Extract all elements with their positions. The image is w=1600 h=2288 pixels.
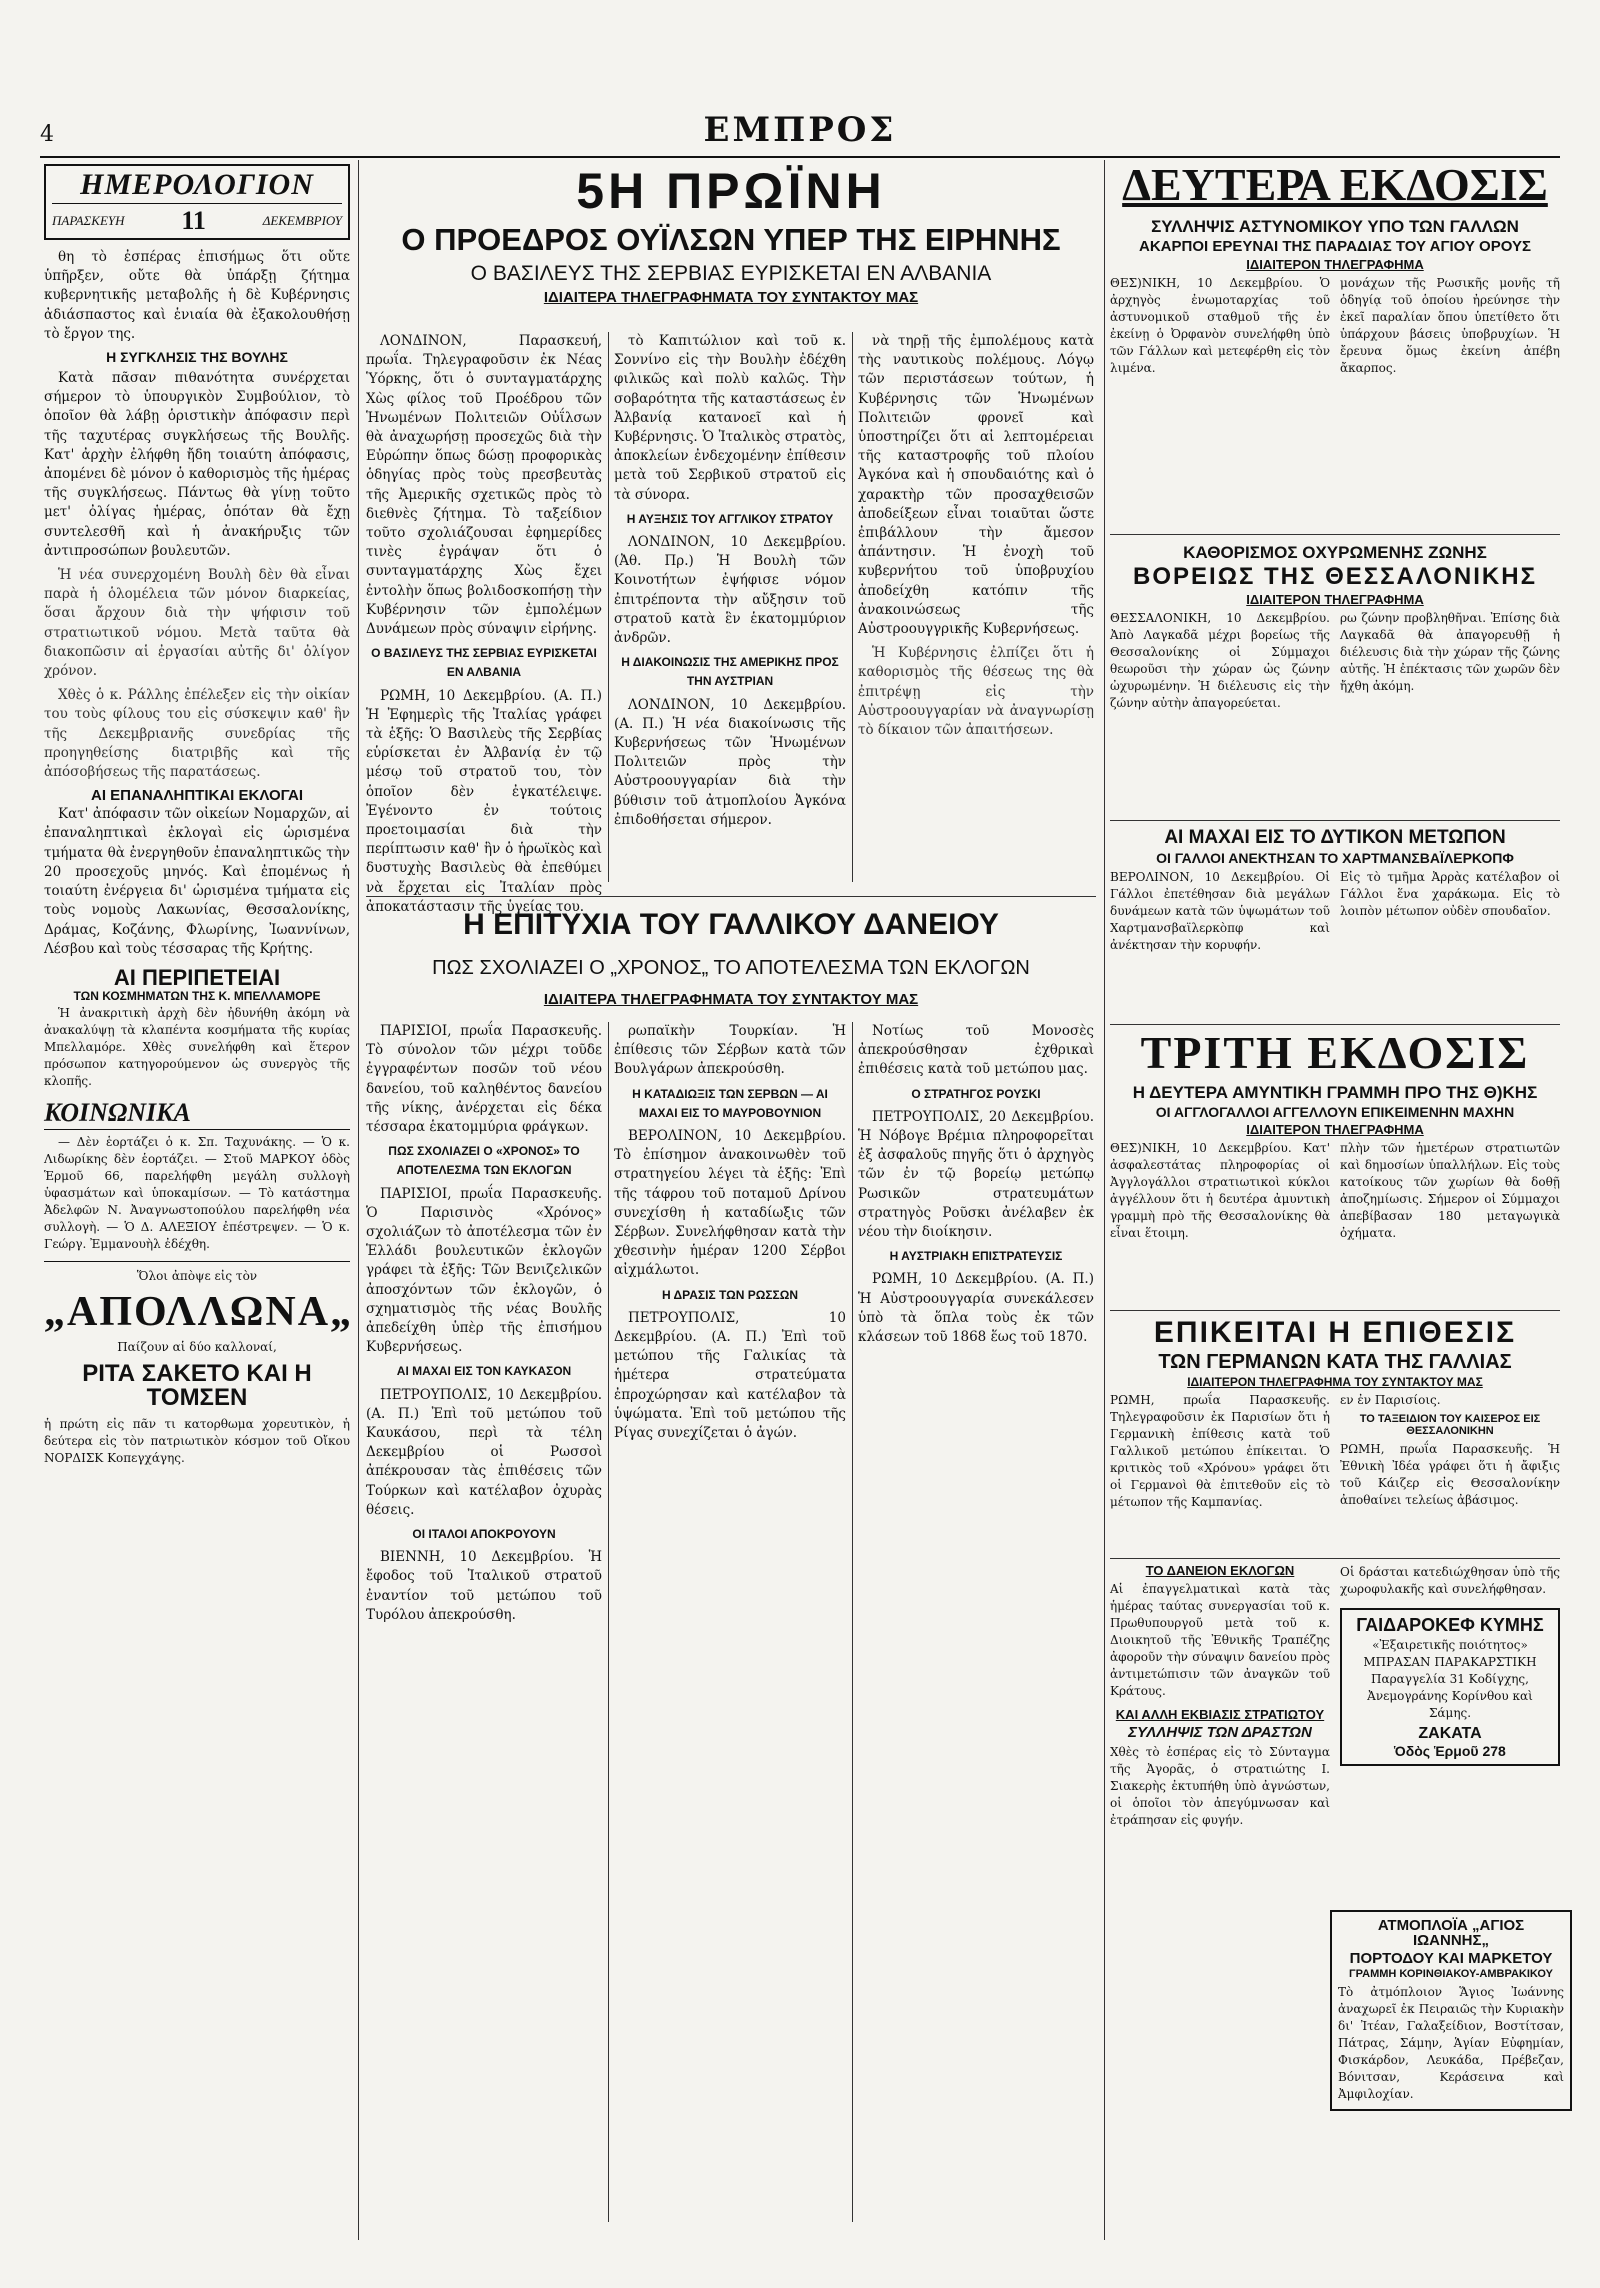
lower-col2b-text: ΒΕΡΟΛΙΝΟΝ, 10 Δεκεμβρίου. Τὸ ἐπίσημον ἀνακοινωθὲν τοῦ στρατηγείου λέγει τὰ ἑξῆς: Ἐπὶ τῆς τάφρου τοῦ ποταμοῦ Δρίνου συνεχίσθη ἡ καταδίωξις τῶν Σέρβων. Συνελήφθησαν κατὰ τὴν χθεσινὴν ἡμέραν 1200 Σέρβοι αἰχμάλωτοι. xyxy=(614,1128,846,1279)
center-col1-sec: Ο ΒΑΣΙΛΕΥΣ ΤΗΣ ΣΕΡΒΙΑΣ ΕΥΡΙΣΚΕΤΑΙ ΕΝ ΑΛΒΑΝΙΑ xyxy=(371,646,597,680)
ad3-text: Τὸ ἀτμόπλοιον Ἅγιος Ἰωάννης ἀναχωρεῖ ἐκ Πειραιῶς τὴν Κυριακὴν δι' Ἰτέαν, Γαλαξείδιον, Βοστίτσαν, Πάτρας, Σάμην, Ἁγίαν Εὐφημίαν, Φισκάρδον, Λευκάδα, Πρέβεζαν, Βόνιτσαν, Κεράσεινα καὶ Ἀμφιλοχίαν. xyxy=(1338,1985,1564,2101)
right-t2b: ρω ζώνην προβληθῆναι. Ἐπίσης διὰ Λαγκαδᾶ θὰ ἀπαγορευθῇ ἡ διέλευσις διὰ τὴν χώραν τῆς ζώνης αὐτῆς. Ἡ ἐπέκτασις τῶν χωρῶν δὲν ἤχθη ἀκόμη. xyxy=(1340,611,1560,693)
social-title: ΚΟΙΝΩΝΙΚΑ xyxy=(44,1100,350,1130)
right-tel-2: ΙΔΙΑΙΤΕΡΟΝ ΤΗΛΕΓΡΑΦΗΜΑ xyxy=(1246,592,1424,607)
right-t5b: εν ἐν Παρισίοις. xyxy=(1340,1393,1441,1407)
right-t7: Χθὲς τὸ ἑσπέρας εἰς τὸ Σύνταγμα τῆς Ἀγορᾶς, ὁ στρατιώτης Ι. Σιακερὴς ἐκτυπήθη ὑπὸ ἀγνώστων, οἱ ὁποῖοι τὸν ἀπεγύμνωσαν καὶ ἐτράπησαν εἰς φυγήν. xyxy=(1110,1745,1330,1827)
center-subhead: Ο ΒΑΣΙΛΕΥΣ ΤΗΣ ΣΕΡΒΙΑΣ ΕΥΡΙΣΚΕΤΑΙ ΕΝ ΑΛΒΑΝΙΑ xyxy=(470,262,992,285)
left-sec3-text: Ἡ ἀνακριτικὴ ἀρχὴ δὲν ἠδυνήθη ἀκόμη νὰ ἀνακαλύψῃ τὰ κλαπέντα κοσμήματα τῆς κυρίας Μπελλαμόρε. Χθὲς συνελήφθη καὶ ἕτερον πρόσωπον κατηγορούμενον ὡς συνεργὸς τῆς κλοπῆς. xyxy=(44,1005,350,1088)
right-h5: ΕΠΙΚΕΙΤΑΙ Η ΕΠΙΘΕΣΙΣ xyxy=(1153,1316,1517,1349)
lower-col2c-text: ΠΕΤΡΟΥΠΟΛΙΣ, 10 Δεκεμβρίου. (Α. Π.) Ἐπὶ τοῦ μετώπου τῆς Γαλικίας τὰ ἡμέτερα στρατεύματα ἐπροχώρησαν καὶ κατέλαβον τὰ ὑψώματα. Ἐπὶ τοῦ μετώπου τῆς Ρίγας συνεχίζεται ὁ ἀγών. xyxy=(614,1309,846,1442)
ad-gaidarokef xyxy=(1340,1608,1560,1766)
lower-col-2 xyxy=(614,1022,846,2222)
ad2-text: «Ἐξαιρετικῆς ποιότητος» ΜΠΡΑΣΑΝ ΠΑΡΑΚΑΡΣΤΙΚΗ Παραγγελία 31 Κοδίγχης, Ἀνεμογράνης Κορίνθου καὶ Σάμης. xyxy=(1363,1638,1537,1720)
theatre-ad-names: ΡΙΤΑ ΣΑΚΕΤΟ ΚΑΙ Η ΤΟΜΣΕΝ xyxy=(82,1359,312,1411)
center-mid-rule xyxy=(366,896,1096,897)
right-block-2-cols xyxy=(1110,610,1560,712)
lower-col1-sec2: ΑΙ ΜΑΧΑΙ ΕΙΣ ΤΟΝ ΚΑΥΚΑΣΟΝ xyxy=(396,1364,572,1379)
right-h3-sub: ΟΙ ΓΑΛΛΟΙ ΑΝΕΚΤΗΣΑΝ ΤΟ ΧΑΡΤΜΑΝΣΒΑΪΛΕΡΚΟΠΦ xyxy=(1156,850,1514,866)
right-tel-5: ΙΔΙΑΙΤΕΡΟΝ ΤΗΛΕΓΡΑΦΗΜΑ ΤΟΥ ΣΥΝΤΑΚΤΟΥ ΜΑΣ xyxy=(1187,1375,1483,1389)
ad3-line: ΓΡΑΜΜΗ ΚΟΡΙΝΘΙΑΚΟΥ-ΑΜΒΡΑΚΙΚΟΥ xyxy=(1349,1968,1553,1980)
center-lower-div-1 xyxy=(608,1022,609,2222)
left-sec3-sub: ΤΩΝ ΚΟΣΜΗΜΑΤΩΝ ΤΗΣ Κ. ΜΠΕΛΛΑΜΟΡΕ xyxy=(73,988,321,1003)
center-col-1 xyxy=(366,332,602,915)
lower-col3b-text: ΠΕΤΡΟΥΠΟΛΙΣ, 20 Δεκεμβρίου. Ἡ Νόβογε Βρέμια πληροφορεῖται ἐξ ἀσφαλοῦς πηγῆς ὅτι ὁ ἀρχηγὸς τῶν ἐν τῷ βορείῳ μετώπῳ Ρωσικῶν στρατευμάτων στρατηγὸς Ροῦσκι ἀνέλαβεν ἐκ νέου τὴν διοίκησιν. xyxy=(858,1108,1094,1241)
center-col2-sec2: Η ΔΙΑΚΟΙΝΩΣΙΣ ΤΗΣ ΑΜΕΡΙΚΗΣ ΠΡΟΣ ΤΗΝ ΑΥΣΤΡΙΑΝ xyxy=(621,655,839,689)
center-upper-columns xyxy=(366,332,1096,915)
center-col2-text: τὸ Καπιτώλιον καὶ τοῦ κ. Σοννίνο εἰς τὴν Βουλὴν ἐδέχθη φιλικῶς καὶ πολὺ καλῶς. Τὴν σοβαρότητα τῆς καταστάσεως ἐν Ἀλβανίᾳ κατανοεῖ καὶ ἡ Κυβέρνησις. Ὁ Ἰταλικὸς στρατὸς, ἀποκλείων ἐνδεχομένην ἐπίθεσιν μετὰ τοῦ Σερβικοῦ στρατοῦ εἰς τὰ σύνορα. xyxy=(614,333,846,503)
right-block-5 xyxy=(1110,1318,1560,1511)
right-h2a: ΚΑΘΟΡΙΣΜΟΣ ΟΧΥΡΩΜΕΝΗΣ ΖΩΝΗΣ xyxy=(1183,543,1487,562)
right-block-1 xyxy=(1110,275,1560,377)
left-sec1-text: Κατὰ πᾶσαν πιθανότητα συνέρχεται σήμερον τὸ ὑπουργικὸν Συμβούλιον, τὸ ὁποῖον θὰ λάβῃ ὁριστικὴν ἀπόφασιν περὶ τῆς ταχυτέρας συγκλήσεως τῆς Βουλῆς. Κατ' ἀρχὴν ἐλήφθη ἤδη τοιαύτη ἀπόφασις, ἀπομένει δὲ μόνον ὁ καθορισμὸς τῆς ἡμέρας τῆς συγκλήσεως. Πάντως θὰ γίνῃ τοῦτο μετ' ὀλίγας ἡμέρας, ὁπόταν θὰ ἔχῃ συντελεσθῆ καὶ ἡ ἀνακήρυξις τῶν ἀντιπροσώπων βουλευτῶν. xyxy=(44,370,350,559)
center-edition: 5Η ΠΡΩΪΝΗ xyxy=(576,163,886,219)
right-block-3-cols xyxy=(1110,869,1560,954)
left-filler-2: Χθὲς ὁ κ. Ράλλης ἐπέλεξεν εἰς τὴν οἰκίαν του τοὺς φίλους του εἰς σύσκεψιν καθ' ἣν τῆς Δεκεμβριανῆς συνεδρίας τῆς προηγηθείσης διατριβῆς καὶ τῆς ἀπόσοβήσεως τῆς παρατάσεως. xyxy=(44,687,350,781)
ad3-title: ΑΤΜΟΠΛΟΪΑ „ΑΓΙΟΣ ΙΩΑΝΝΗΣ„ xyxy=(1377,1917,1525,1949)
lower-subhead: ΠΩΣ ΣΧΟΛΙΑΖΕΙ Ο „ΧΡΟΝΟΣ„ ΤΟ ΑΠΟΤΕΛΕΣΜΑ ΤΩΝ ΕΚΛΟΓΩΝ xyxy=(432,957,1030,979)
left-sec1-title: Η ΣΥΓΚΛΗΣΙΣ ΤΗΣ ΒΟΥΛΗΣ xyxy=(106,349,288,366)
right-h4-sub: ΟΙ ΑΓΓΛΟΓΑΛΛΟΙ ΑΓΓΕΛΛΟΥΝ ΕΠΙΚΕΙΜΕΝΗΝ ΜΑΧΗΝ xyxy=(1155,1104,1515,1120)
right-h3: ΑΙ ΜΑΧΑΙ ΕΙΣ ΤΟ ΔΥΤΙΚΟΝ ΜΕΤΩΠΟΝ xyxy=(1164,827,1506,848)
ad2-addr: Ὁδὸς Ἑρμοῦ 278 xyxy=(1394,1743,1506,1759)
lower-col-3 xyxy=(858,1022,1094,2222)
lower-col3-sec: Ο ΣΤΡΑΤΗΓΟΣ ΡΟΥΣΚΙ xyxy=(911,1086,1041,1101)
right-t3b: Εἰς τὸ τμῆμα Ἀρρὰς κατέλαβον οἱ Γάλλοι ἕνα χαράκωμα. Εἰς τὸ λοιπὸν μέτωπον οὐδὲν σπουδαῖον. xyxy=(1340,870,1560,918)
right-t2a: ΘΕΣΣΑΛΟΝΙΚΗ, 10 Δεκεμβρίου. Ἀπὸ Λαγκαδᾶ μέχρι βορείως τῆς Θεσσαλονίκης οἱ Σύμμαχοι θεωροῦσι τὴν χώραν ὡς ζώνην ὠχυρωμένην. Ἡ διέλευσις εἰς τὴν ζώνην αὐτὴν ἀπαγορεύεται. xyxy=(1110,611,1330,710)
center-col3-filler: Ἡ Κυβέρνησις ἐλπίζει ὅτι ἡ καθορισμὸς τῆς θέσεως της θὰ ἐπιτρέψῃ εἰς τὴν Αὐστροουγγαρίαν νὰ ἀναγνωρίσῃ τὸ δίκαιον τῶν ἀπαιτήσεων. xyxy=(858,645,1094,739)
center-col2c-text: ΛΟΝΔΙΝΟΝ, 10 Δεκεμβρίου. (Α. Π.) Ἡ νέα διακοίνωσις τῆς Κυβερνήσεως τῶν Ἡνωμένων Πολιτειῶν πρὸς τὴν Αὐστροουγγαρίαν διὰ τὴν βύθισιν τοῦ ἀτμοπλοίου Ἀγκόνα ἐπιδοθήσεται σήμερον. xyxy=(614,696,846,828)
left-sec3-body xyxy=(44,1005,350,1090)
right-t5c: ΡΩΜΗ, πρωΐα Παρασκευῆς. Ἡ Ἐθνικὴ Ἰδέα γράφει ὅτι ἡ ἄφιξις τοῦ Κάιζερ εἰς Θεσσαλονίκην ἀποθαίνει τελείως ἀβάσιμος. xyxy=(1340,1442,1560,1507)
lower-telegrams: ΙΔΙΑΙΤΕΡΑ ΤΗΛΕΓΡΑΦΗΜΑΤΑ ΤΟΥ ΣΥΝΤΑΚΤΟΥ ΜΑΣ xyxy=(543,991,919,1008)
lower-col2-text: ρωπαϊκὴν Τουρκίαν. Ἡ ἐπίθεσις τῶν Σέρβων κατὰ τῶν Βουλγάρων ἀπεκρούσθη. xyxy=(614,1023,846,1078)
lower-col1-text: ΠΑΡΙΣΙΟΙ, πρωΐα Παρασκευῆς. Τὸ σύνολον τῶν μέχρι τοῦδε ἐγγραφέντων ποσῶν τοῦ νέου δανείου, τοῦ καληθέντος δανείου τῆς νίκης, ἀνέρχεται εἰς δέκα τέσσαρα ἑκατομμύρια φράγκων. xyxy=(366,1023,602,1136)
calendar-title: ΗΜΕΡΟΛΟΓΙΟΝ xyxy=(80,168,314,201)
right-t5-col2 xyxy=(1340,1392,1560,1511)
header-rule xyxy=(40,156,1560,158)
right-t3a: ΒΕΡΟΛΙΝΟΝ, 10 Δεκεμβρίου. Οἱ Γάλλοι ἐπετέθησαν διὰ μεγάλων δυνάμεων κατὰ τῶν ὑψωμάτων τοῦ Χαρτμανσβαϊλερκὸπφ καὶ ἀνέκτησαν τὴν κορυφήν. xyxy=(1110,870,1330,952)
lower-col-1 xyxy=(366,1022,602,2222)
right-block-3 xyxy=(1110,828,1560,954)
right-block-4 xyxy=(1110,1027,1560,1242)
left-intro-text: θη τὸ ἐσπέρας ἐπισήμως ὅτι οὔτε ὑπῆρξεν, οὔτε θὰ ὑπάρξῃ ζήτημα κυβερνητικῆς μεταβολῆς ἡ δὲ Κυβέρνησις ἀδιάσπαστος καὶ ἑνιαία θὰ ἐξακολουθήσῃ τὸ ἔργον της. xyxy=(44,249,350,342)
center-col2b-text: ΛΟΝΔΙΝΟΝ, 10 Δεκεμβρίου. (Ἀθ. Πρ.) Ἡ Βουλὴ τῶν Κοινοτήτων ἐψήφισε νόμον ἐπιτρέποντα τὴν αὔξησιν τοῦ στρατοῦ κατὰ ἓν ἑκατομμύριον ἀνδρῶν. xyxy=(614,534,846,647)
right-section xyxy=(1110,159,1564,2242)
right-block-6 xyxy=(1110,1564,1560,1829)
center-lower-columns xyxy=(366,1022,1096,2242)
left-filler: Ἡ νέα συνερχομένη Βουλὴ δὲν θὰ εἶναι παρὰ ἡ ὁλομέλεια τῶν μόνον διαρκείας, ὅσαι ἄρχουν διὰ τὴν ψήφισιν τοῦ στρατιωτικοῦ νόμου. Μετὰ ταῦτα θὰ διακοπῶσιν αἱ ἐργασίαι αὐτῆς δι' ὀλίγον χρόνον. xyxy=(44,567,350,680)
left-intro xyxy=(44,248,350,344)
calendar-date xyxy=(52,203,342,236)
center-col1b-text: ΡΩΜΗ, 10 Δεκεμβρίου. (Α. Π.) Ἡ Ἐφημερὶς τῆς Ἰταλίας γράφει τὰ ἑξῆς: Ὁ Βασιλεὺς τῆς Σερβίας εὑρίσκεται ἐν Ἀλβανίᾳ ἐν τῷ μέσῳ τοῦ στρατοῦ του, τὸν ὁποῖον δὲν ἐγκατέλειψε. Ἐγένοντο ἐν τούτοις προετοιμασίαι διὰ τὴν περίπτωσιν καθ' ἣν ὁ ἡρωϊκὸς καὶ δυστυχὴς Βασιλεὺς θὰ ἐπεθύμει νὰ ἔρχεται εἰς Ἰταλίαν πρὸς ἀποκατάστασιν τῆς ὑγείας του. xyxy=(366,687,602,915)
center-col1-text: ΛΟΝΔΙΝΟΝ, Παρασκευή, πρωΐα. Τηλεγραφοῦσιν ἐκ Νέας Ὑόρκης, ὅτι ὁ συνταγματάρχης Χὼς φίλος τοῦ Προέδρου τῶν Ἡνωμένων Πολιτειῶν Οὐΐλσων θὰ ἀναχωρήσῃ προσεχῶς διὰ τὴν Εὐρώπην ὅπως δώσῃ προφορικὰς ὁδηγίας πρὸς τοὺς πρεσβευτὰς τῆς Ἀμερικῆς σχετικῶς πρὸς τὸ διεθνὲς ζήτημα. Τὸ ταξείδιον τοῦτο σχολιάζουσαι ἐφημερίδες τινὲς ἐγράψαν ὅτι ὁ συνταγματάρχης Χὼς ἔχει ἐντολὴν ὅπως βολιδοσκοπήσῃ τὴν Κυβέρνησιν τῶν ἐμπολέμων Δυνάμεων πρὸς σύναψιν εἰρήνης. xyxy=(366,333,602,638)
lower-col1c-text: ΠΕΤΡΟΥΠΟΛΙΣ, 10 Δεκεμβρίου. (Α. Π.) Ἐπὶ τοῦ μετώπου τοῦ Καυκάσου, περὶ τὰ τέλη Δεκεμβρίου οἱ Ρωσσοὶ ἀπέκρουσαν τὰς ἐπιθέσεις τῶν Τούρκων καὶ κατέλαβον ὀχυρὰς θέσεις. xyxy=(366,1386,602,1518)
right-t5a: ΡΩΜΗ, πρωΐα Παρασκευῆς. Τηλεγραφοῦσιν ἐκ Παρισίων ὅτι ἡ Γερμανικὴ ἐπίθεσις κατὰ τοῦ Γαλλικοῦ μετώπου ἐπίκειται. Ὁ κριτικὸς τοῦ «Χρόνου» γράφει ὅτι οἱ Γερμανοὶ θὰ ἐπιτεθοῦν εἰς τὸ μέτωπον τῆς Καμπανίας. xyxy=(1110,1393,1330,1509)
left-sec2-text: Κατ' ἀπόφασιν τῶν οἰκείων Νομαρχῶν, αἱ ἐπαναληπτικαὶ ἐκλογαὶ εἰς ὡρισμένα τμήματα θὰ ἐνεργηθοῦν ἐπαναληπτικῶς τὴν 20 προσεχοῦς μηνός. Καὶ ἐπομένως ἡ τοιαύτη ἐνέργεια δι' ὡρισμένα τμήματα εἰς τοὺς νομοὺς Λακωνίας, Θεσσαλονίκης, Δράμας, Κοζάνης, Φλωρίνης, Ἰωαννίνων, Λέσβου καὶ τοὺς τέσσαρας τῆς Κρήτης. xyxy=(44,806,350,957)
right-h1: ΣΥΛΛΗΨΙΣ ΑΣΤΥΝΟΜΙΚΟΥ ΥΠΟ ΤΩΝ ΓΑΛΛΩΝ xyxy=(1151,217,1519,236)
right-tel-1: ΙΔΙΑΙΤΕΡΟΝ ΤΗΛΕΓΡΑΦΗΜΑ xyxy=(1246,257,1424,272)
lower-col1d-text: ΒΙΕΝΝΗ, 10 Δεκεμβρίου. Ἡ ἔφοδος τοῦ Ἰταλικοῦ στρατοῦ ἐναντίον τοῦ μετώπου τοῦ Τυρόλου ἀπεκρούσθη. xyxy=(366,1549,602,1623)
right-h7-sub: ΣΥΛΛΗΨΙΣ ΤΩΝ ΔΡΑΣΤΩΝ xyxy=(1128,1724,1312,1741)
calendar-day: ΠΑΡΑΣΚΕΥΗ xyxy=(52,213,125,228)
lower-col1b-text: ΠΑΡΙΣΙΟΙ, πρωΐα Παρασκευῆς. Ὁ Παρισινὸς «Χρόνος» σχολιάζων τὸ ἀποτέλεσμα τῶν ἐν Ἑλλάδι βουλευτικῶν ἐκλογῶν γράφει τὰ ἑξῆς: Τῶν Βενιζελικῶν ἀποσχόντων τῶν ἐκλογῶν, ὁ σχηματισμὸς τῆς νέας Βουλῆς ἀπεδείχθη ὑπὲρ τῆς ἐπισήμου Κυβερνήσεως. xyxy=(366,1185,602,1356)
right-t6b: Οἱ δράσται κατεδιώχθησαν ὑπὸ τῆς χωροφυλακῆς καὶ συνελήφθησαν. xyxy=(1340,1565,1560,1596)
theatre-ad xyxy=(44,1261,354,1467)
right-block-4-cols xyxy=(1110,1140,1560,1242)
lower-col3-text: Νοτίως τοῦ Μονοσὲς ἀπεκρούσθησαν ἐχθρικαὶ ἐπιθέσεις κατὰ τοῦ μετώπου μας. xyxy=(858,1023,1094,1078)
right-tel-4: ΙΔΙΑΙΤΕΡΟΝ ΤΗΛΕΓΡΑΦΗΜΑ xyxy=(1246,1122,1424,1137)
right-edition-3: ΤΡΙΤΗ ΕΚΔΟΣΙΣ xyxy=(1140,1027,1530,1078)
theatre-ad-pre: Ὅλοι ἀπὸψε εἰς τὸν xyxy=(136,1268,258,1283)
ad2-title: ΓΑΙΔΑΡΟΚΕΦ ΚΥΜΗΣ xyxy=(1356,1615,1544,1635)
divider-left xyxy=(358,160,359,2240)
center-headline: Ο ΠΡΟΕΔΡΟΣ ΟΥΪΛΣΩΝ ΥΠΕΡ ΤΗΣ ΕΙΡΗΝΗΣ xyxy=(401,222,1061,257)
ad2-pick: ΖΑΚΑΤΑ xyxy=(1418,1725,1482,1742)
lower-col2-sec: Η ΚΑΤΑΔΙΩΞΙΣ ΤΩΝ ΣΕΡΒΩΝ — ΑΙ ΜΑΧΑΙ ΕΙΣ ΤΟ ΜΑΥΡΟΒΟΥΝΙΟΝ xyxy=(632,1086,828,1120)
left-column xyxy=(44,164,354,2244)
left-sec1-body xyxy=(44,369,350,782)
left-sec3-title: ΑΙ ΠΕΡΙΠΕΤΕΙΑΙ xyxy=(113,964,281,990)
divider-right xyxy=(1104,160,1105,2240)
right-h4: Η ΔΕΥΤΕΡΑ ΑΜΥΝΤΙΚΗ ΓΡΑΜΜΗ ΠΡΟ ΤΗΣ Θ)ΚΗΣ xyxy=(1132,1083,1538,1102)
ad-steamship xyxy=(1330,1910,1572,2111)
right-h6: ΤΟ ΔΑΝΕΙΟΝ ΕΚΛΟΓΩΝ xyxy=(1145,1563,1295,1578)
center-upper-div-1 xyxy=(608,332,609,882)
right-rule-3 xyxy=(1110,1024,1560,1025)
center-section xyxy=(366,162,1096,2242)
lower-headline: Η ΕΠΙΤΥΧΙΑ ΤΟΥ ΓΑΛΛΙΚΟΥ ΔΑΝΕΙΟΥ xyxy=(463,908,999,941)
center-telegrams: ΙΔΙΑΙΤΕΡΑ ΤΗΛΕΓΡΑΦΗΜΑΤΑ ΤΟΥ ΣΥΝΤΑΚΤΟΥ ΜΑΣ xyxy=(543,289,919,306)
calendar-box xyxy=(44,164,350,240)
lower-col3c-text: ΡΩΜΗ, 10 Δεκεμβρίου. (Α. Π.) Ἡ Αὐστροουγγαρία συνεκάλεσεν ὑπὸ τὰ ὅπλα τοὺς ἐκ τῶν κλάσεων τοῦ 1868 ἕως τοῦ 1870. xyxy=(858,1271,1094,1346)
right-rule-4 xyxy=(1110,1310,1560,1311)
right-block-6-left xyxy=(1110,1564,1330,1829)
right-h2b: ΒΟΡΕΙΩΣ ΤΗΣ ΘΕΣΣΑΛΟΝΙΚΗΣ xyxy=(1133,563,1537,590)
center-col-3 xyxy=(858,332,1094,882)
lower-col3-sec2: Η ΑΥΣΤΡΙΑΚΗ ΕΠΙΣΤΡΑΤΕΥΣΙΣ xyxy=(889,1249,1063,1264)
theatre-ad-venue: „ΑΠΟΛΛΩΝΑ„ xyxy=(44,1288,354,1335)
masthead: ΕΜΠΡΟΣ xyxy=(703,110,897,150)
right-rule-2 xyxy=(1110,820,1560,821)
center-col-2 xyxy=(614,332,846,882)
right-t4a: ΘΕΣ)ΝΙΚΗ, 10 Δεκεμβρίου. Κατ' ἀσφαλεστάτας πληροφορίας οἱ Ἀγγλογάλλοι στρατιωτικοὶ κύκλοι ἀγγέλλουν ὅτι ἡ δευτέρα ἀμυντικὴ γραμμὴ πρὸ τῆς Θεσσαλονίκης θὰ εἶναι ἕτοιμη. xyxy=(1110,1141,1330,1240)
right-block-2 xyxy=(1110,544,1560,712)
social-text: — Δὲν ἑορτάζει ὁ κ. Σπ. Ταχυνάκης. — Ὁ κ. Λιδωρίκης δὲν ἑορτάζει. — Στοῦ ΜΑΡΚΟΥ ὁδὸς Ἑρμοῦ 66, παρελήφθη μεγάλη συλλογὴ ὑφασμάτων καὶ ὑποκαμίσων. — Τὸ κατάστημα Ἀδελφῶν Ν. Ἀναγνωστοπούλου παρελήφθη νέα συλλογὴ. — Ὁ Δ. ΑΛΕΞΙΟΥ ἐπέστρεψεν. — Ὁ κ. Γεώργ. Ἐμμανουὴλ ἐδέχθη. xyxy=(44,1134,350,1251)
right-rule-5 xyxy=(1110,1558,1560,1559)
left-sec2-title: ΑΙ ΕΠΑΝΑΛΗΠΤΙΚΑΙ ΕΚΛΟΓΑΙ xyxy=(91,787,303,805)
center-lower-div-2 xyxy=(852,1022,853,2222)
right-t1a: ΘΕΣ)ΝΙΚΗ, 10 Δεκεμβρίου. Ὁ ἀρχηγὸς ἐνωμοταρχίας τοῦ ἀστυνομικοῦ σταθμοῦ τῆς ἐν ἐκείνῃ ὁ Ὀρφανὸν συνελήφθη ὑπὸ τῶν Γάλλων καὶ μετεφέρθη εἰς τὸν λιμένα. xyxy=(1110,276,1330,375)
theatre-ad-mid: Παίζουν αἱ δύο καλλοναί, xyxy=(117,1339,277,1354)
lower-col1-sec3: ΟΙ ΙΤΑΛΟΙ ΑΠΟΚΡΟΥΟΥΝ xyxy=(412,1527,556,1542)
calendar-date-number: 11 xyxy=(181,206,206,235)
lower-col2-sec2: Η ΔΡΑΣΙΣ ΤΩΝ ΡΩΣΣΩΝ xyxy=(661,1287,799,1302)
right-t4b: πλὴν τῶν ἡμετέρων στρατιωτῶν καὶ δημοσίων ὑπαλλήλων. Εἰς τοὺς κατοίκους τῶν χωρίων θὰ δοθῇ ἀποζημίωσις. Σήμερον οἱ Σύμμαχοι ἀπεβίβασαν 180 μεταγωγικὰ ὀχήματα. xyxy=(1340,1141,1560,1240)
right-block-6-right xyxy=(1340,1564,1560,1829)
center-col3-text: νὰ τηρῇ τῆς ἐμπολέμους κατὰ τὴς ναυτικοὺς πολέμους. Λόγῳ τῶν περιστάσεων τούτων, ἡ Κυβέρνησις τῶν Ἡνωμένων Πολιτειῶν φρονεῖ καὶ ὑποστηρίζει ὅτι αἱ λεπτομέρειαι τῆς καταστροφῆς τοῦ πλοίου Ἀγκόνα καὶ ἡ σπουδαιότης καὶ ὁ χαρακτὴρ τῶν προσαχθεισῶν ἀποδείξεων εἶναι τοιαῦται ὥστε ἐπιβάλλουν τὴν ἄμεσον ἀπάντησιν. Ἡ ἐνοχὴ τοῦ κυβερνήτου τοῦ ὑποβρυχίου ἀποδείχθη κατόπιν τῆς ἀνακοινώσεως τῆς Αὐστροουγγρικῆς Κυβερνήσεως. xyxy=(858,333,1094,638)
calendar-month: ΔΕΚΕΜΒΡΙΟΥ xyxy=(262,213,342,228)
theatre-ad-text: ἡ πρώτη εἰς πᾶν τι κατορθωμα χορευτικὸν, ἡ δεύτερα εἰς τὸν πατριωτικὸν κόσμον τοῦ Οἴκου ΝΟΡΔΙΣΚ Κοπεγχάγης. xyxy=(44,1416,350,1465)
center-upper-div-2 xyxy=(852,332,853,882)
right-h5-sub: ΤΩΝ ΓΕΡΜΑΝΩΝ ΚΑΤΑ ΤΗΣ ΓΑΛΛΙΑΣ xyxy=(1158,1351,1512,1373)
right-t1b: μονάχων τῆς Ρωσικῆς μονῆς τῆ ὁδηγίᾳ τοῦ ὁποίου ἠρεύνησε τὴν ἐκεῖ παραλίαν ὅπου ὑπετίθετο ὅτι ὑπάρχουν βάσεις ὑποβρυχίων. Ἡ ἔρευνα ὅμως ἐκείνη ἀπέβη ἄκαρπος. xyxy=(1340,276,1560,375)
right-t5-sec: ΤΟ ΤΑΞΕΙΔΙΟΝ ΤΟΥ ΚΑΙΣΕΡΟΣ ΕΙΣ ΘΕΣΣΑΛΟΝΙΚΗΝ xyxy=(1359,1413,1541,1437)
right-block-5-cols xyxy=(1110,1392,1560,1511)
center-col2-sec: Η ΑΥΞΗΣΙΣ ΤΟΥ ΑΓΓΛΙΚΟΥ ΣΤΡΑΤΟΥ xyxy=(626,511,834,526)
right-t6: Αἱ ἐπαγγελματικαὶ κατὰ τὰς ἡμέρας ταύτας συνεργασίαι τοῦ κ. Πρωθυπουργοῦ μετὰ τοῦ κ. Διοικητοῦ τῆς Ἐθνικῆς Τραπέζης ἀφοροῦν τὴν σύναψιν δανείου πρὸς ἀντιμετώπισιν τῶν ἀναγκῶν τοῦ Κράτους. xyxy=(1110,1582,1330,1698)
ad3-sub: ΠΟΡΤΟΔΟΥ ΚΑΙ ΜΑΡΚΕΤΟΥ xyxy=(1349,1950,1553,1967)
page-header xyxy=(40,110,1560,160)
right-h1-sub: ΑΚΑΡΠΟΙ ΕΡΕΥΝΑΙ ΤΗΣ ΠΑΡΑΔΙΑΣ ΤΟΥ ΑΓΙΟΥ ΟΡΟΥΣ xyxy=(1139,238,1531,255)
lower-col1-sec: ΠΩΣ ΣΧΟΛΙΑΖΕΙ Ο «ΧΡΟΝΟΣ» ΤΟ ΑΠΟΤΕΛΕΣΜΑ ΤΩΝ ΕΚΛΟΓΩΝ xyxy=(388,1144,580,1178)
right-rule-1 xyxy=(1110,534,1560,535)
left-sec2-body xyxy=(44,805,350,959)
right-edition-2: ΔΕΥΤΕΡΑ ΕΚΔΟΣΙΣ xyxy=(1122,159,1548,210)
page-number: 4 xyxy=(40,122,54,147)
social-body xyxy=(44,1134,350,1253)
right-h7: ΚΑΙ ΑΛΛΗ ΕΚΒΙΑΣΙΣ ΣΤΡΑΤΙΩΤΟΥ xyxy=(1115,1707,1325,1722)
